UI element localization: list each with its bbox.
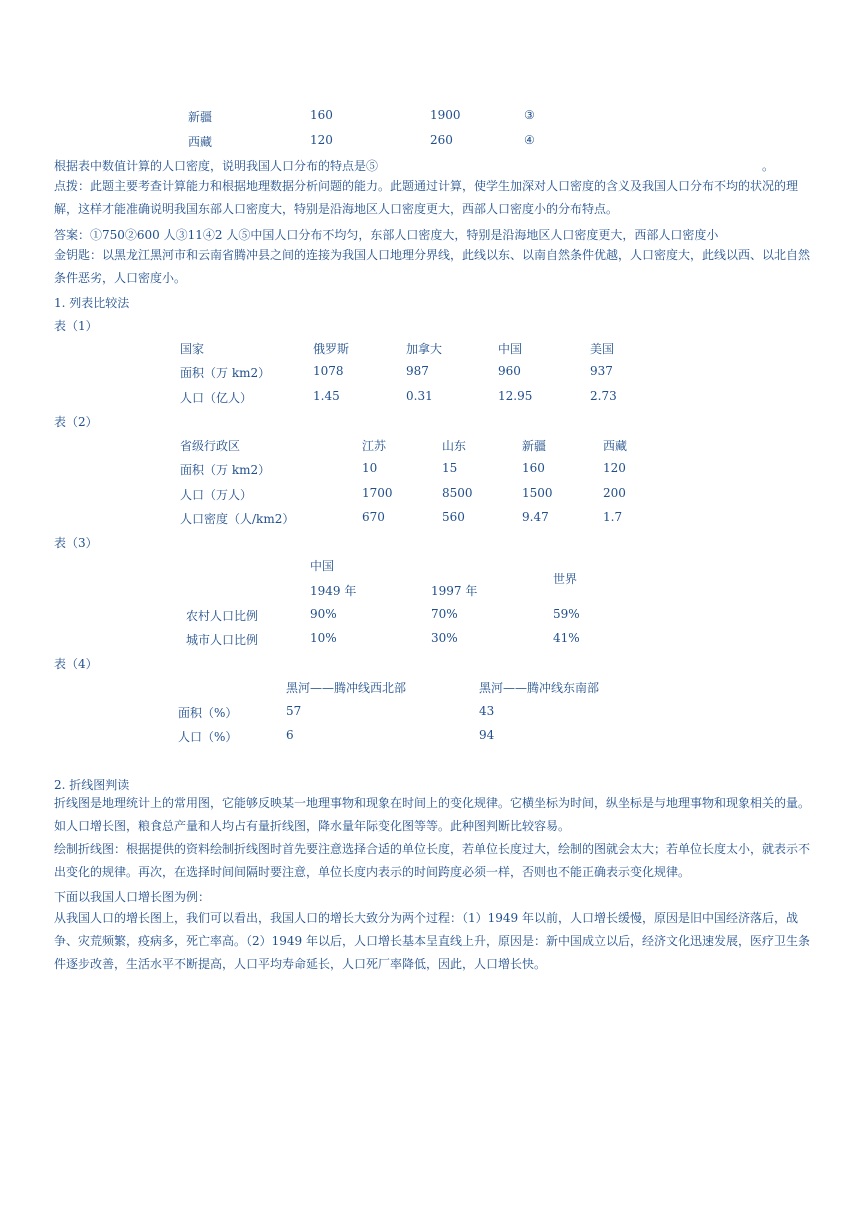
table-cell: 江苏 (362, 439, 387, 453)
table-row (0, 704, 860, 724)
paragraph: 下面以我国人口增长图为例： (54, 890, 211, 904)
table-cell: 8500 (442, 486, 473, 500)
table-row (0, 486, 860, 506)
table-cell: 新疆 (522, 439, 547, 453)
paragraph: 绘制折线图：根据提供的资料绘制折线图时首先要注意选择合适的单位长度，若单位长度过大，绘制的图就会太大；若单位长度太小，就表示不出变化的规律。再次，在选择时间间隔时要注意，单位长度内表示的时间跨度必须一样，否则也不能正确表示变化规律。 (54, 842, 811, 879)
table-cell: 面积（万 km2） (180, 463, 271, 477)
table-cell: 43 (479, 704, 495, 718)
table-cell: 937 (590, 364, 613, 378)
table-cell: 10 (362, 461, 378, 475)
answer-line: 答案：①750②600 人③11④2 人⑤中国人口分布不均匀，东部人口密度大，特别是沿海地区人口密度更大，西部人口密度小 (54, 228, 719, 242)
table-row (0, 437, 860, 457)
table4-header: 黑河——腾冲线东南部 (479, 681, 600, 695)
table-cell: 90% (310, 607, 337, 621)
table-row (0, 364, 860, 384)
table-cell: 1700 (362, 486, 393, 500)
table-cell: 省级行政区 (180, 439, 241, 453)
table-row (0, 389, 860, 409)
table-cell: 面积（万 km2） (180, 366, 271, 380)
table-cell: 200 (603, 486, 626, 500)
table-cell: 10% (310, 631, 337, 645)
table-cell: 面积（%） (178, 706, 238, 720)
table-cell: 30% (431, 631, 458, 645)
table-cell: ③ (524, 108, 535, 122)
table-cell: 15 (442, 461, 458, 475)
table-cell: 1900 (430, 108, 461, 122)
table-cell: 国家 (180, 342, 205, 356)
table-row (0, 461, 860, 481)
table-row (0, 728, 860, 748)
table-cell: 120 (603, 461, 626, 475)
table-cell: 560 (442, 510, 465, 524)
table-cell: 新疆 (188, 110, 213, 124)
table-row (0, 510, 860, 530)
table-cell: 农村人口比例 (186, 609, 259, 623)
table-cell: 美国 (590, 342, 615, 356)
table-cell: 960 (498, 364, 521, 378)
section1-title: 1. 列表比较法 (54, 296, 130, 310)
table-cell: 人口（亿人） (180, 391, 253, 405)
table-cell: 6 (286, 728, 294, 742)
table-cell: 1078 (313, 364, 344, 378)
table-row (0, 631, 860, 651)
table3-header-world: 世界 (553, 572, 578, 586)
table-cell: 1.45 (313, 389, 340, 403)
table4-caption: 表（4） (54, 657, 98, 671)
question-line: 根据表中数值计算的人口密度，说明我国人口分布的特点是⑤ (54, 159, 379, 173)
table-cell: 西藏 (188, 135, 213, 149)
table-cell: 9.47 (522, 510, 549, 524)
table-row (0, 108, 860, 128)
table-cell: 山东 (442, 439, 467, 453)
table-cell: 1.7 (603, 510, 623, 524)
table3-header-group: 中国 (310, 559, 335, 573)
table3-header-year: 1997 年 (431, 584, 478, 598)
table-cell: 57 (286, 704, 302, 718)
paragraph: 折线图是地理统计上的常用图，它能够反映某一地理事物和现象在时间上的变化规律。它横坐标为时间，纵坐标是与地理事物和现象相关的量。如人口增长图，粮食总产量和人均占有量折线图，降水量年际变化图等等。此种图判断比较容易。 (54, 796, 811, 833)
question-end: 。 (762, 159, 775, 173)
table2-caption: 表（2） (54, 415, 98, 429)
table-cell: 城市人口比例 (186, 633, 259, 647)
paragraph: 从我国人口的增长图上，我们可以看出，我国人口的增长大致分为两个过程：（1）1949 年以前，人口增长缓慢，原因是旧中国经济落后，战争、灾荒频繁，疫病多，死亡率高。（2）1949 年以后，人口增长基本呈直线上升，原因是：新中国成立以后，经济文化迅速发展，医疗卫生条件逐步改善，生活水平不断提高，人口平均寿命延长，人口死厂率降低，因此，人口增长快。 (54, 911, 810, 971)
table-row (0, 607, 860, 627)
section2-title: 2. 折线图判读 (54, 778, 130, 792)
table-cell: 59% (553, 607, 580, 621)
table-cell: 西藏 (603, 439, 628, 453)
hint-paragraph: 点拨：此题主要考查计算能力和根据地理数据分析问题的能力。此题通过计算，使学生加深对人口密度的含义及我国人口分布不均的状况的理解，这样才能准确说明我国东部人口密度大，特别是沿海地区人口密度更大，西部人口密度小的分布特点。 (54, 179, 799, 216)
table-cell: 160 (522, 461, 545, 475)
table4-header: 黑河——腾冲线西北部 (286, 681, 407, 695)
key-paragraph: 金钥匙：以黑龙江黑河市和云南省腾冲县之间的连接为我国人口地理分界线，此线以东、以南自然条件优越，人口密度大，此线以西、以北自然条件恶劣，人口密度小。 (54, 248, 811, 285)
table3-header-year: 1949 年 (310, 584, 357, 598)
table-cell: 人口密度（人/km2） (180, 512, 295, 526)
table-cell: 670 (362, 510, 385, 524)
table-cell: 中国 (498, 342, 523, 356)
table-cell: 120 (310, 133, 333, 147)
table3-caption: 表（3） (54, 536, 98, 550)
table-cell: 0.31 (406, 389, 433, 403)
table-row (0, 133, 860, 153)
table-cell: 人口（万人） (180, 488, 253, 502)
table-cell: 41% (553, 631, 580, 645)
table-cell: 987 (406, 364, 429, 378)
table-cell: 加拿大 (406, 342, 443, 356)
table-cell: 2.73 (590, 389, 617, 403)
table-cell: 94 (479, 728, 495, 742)
table-cell: 人口（%） (178, 730, 238, 744)
table-cell: 160 (310, 108, 333, 122)
table-cell: 70% (431, 607, 458, 621)
table-cell: 1500 (522, 486, 553, 500)
table-cell: 俄罗斯 (313, 342, 350, 356)
table-row (0, 340, 860, 360)
table1-caption: 表（1） (54, 319, 98, 333)
table-cell: 260 (430, 133, 453, 147)
table-cell: ④ (524, 133, 535, 147)
table-cell: 12.95 (498, 389, 533, 403)
